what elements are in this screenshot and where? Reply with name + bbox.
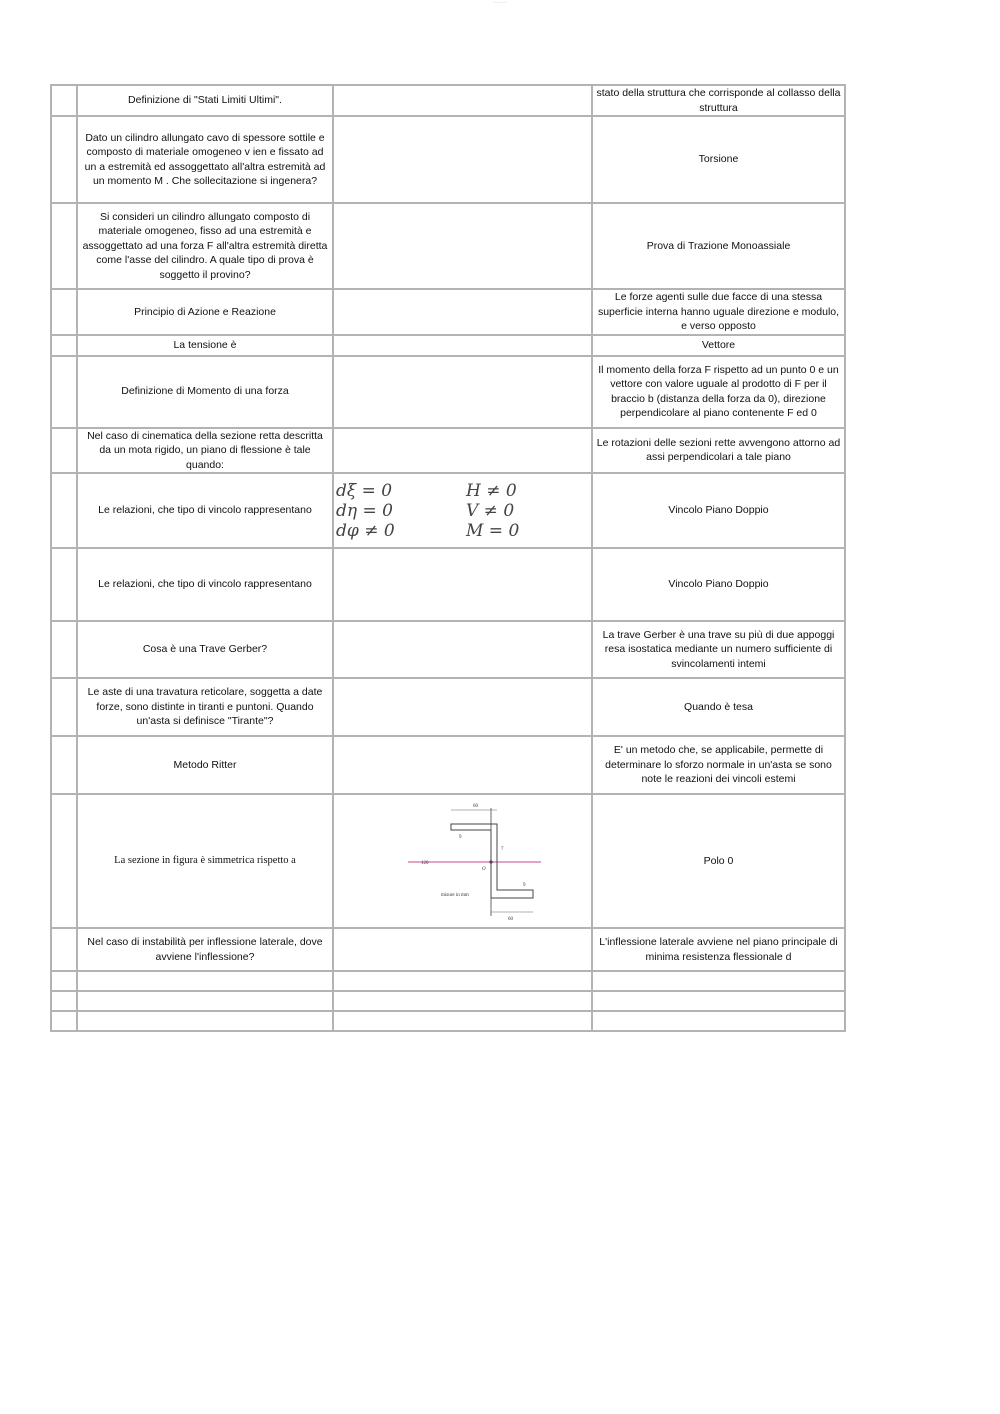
z-section-figure xyxy=(363,798,563,924)
answer-cell: L'inflessione laterale avviene nel piano principale di minima resistenza flessionale d xyxy=(592,928,845,971)
answer-cell: Polo 0 xyxy=(592,794,845,928)
image-cell xyxy=(333,203,592,289)
answer-cell: La trave Gerber è una trave su più di due appoggi resa isostatica mediante un numero sufficiente di svincolamenti intemi xyxy=(592,621,845,678)
row-index-cell xyxy=(51,85,77,116)
table-row xyxy=(51,621,845,678)
figure-cell xyxy=(333,794,592,928)
table-row xyxy=(51,794,845,928)
question-cell: Le relazioni, che tipo di vincolo rappresentano xyxy=(77,548,333,621)
row-index-cell xyxy=(51,473,77,548)
image-cell xyxy=(333,621,592,678)
answer-cell xyxy=(592,1011,845,1031)
image-cell xyxy=(333,289,592,335)
row-index-cell xyxy=(51,991,77,1011)
row-index-cell xyxy=(51,1011,77,1031)
table-row xyxy=(51,473,845,548)
dim-left-label: 120 xyxy=(420,861,428,866)
table-row xyxy=(51,928,845,971)
image-cell xyxy=(333,1011,592,1031)
formula-block xyxy=(336,481,529,541)
table-row xyxy=(51,678,845,736)
row-index-cell xyxy=(51,678,77,736)
question-cell: Cosa è una Trave Gerber? xyxy=(77,621,333,678)
dim-top-label: 60 xyxy=(472,804,478,809)
formula-line: M = 0 xyxy=(466,520,520,541)
question-cell: La tensione è xyxy=(77,335,333,356)
question-cell: Le aste di una travatura reticolare, soggetta a date forze, sono distinte in tiranti e puntoni. Quando un'asta si definisce "Tirante"? xyxy=(77,678,333,736)
table-row xyxy=(51,1011,845,1031)
row-index-cell xyxy=(51,548,77,621)
row-index-cell xyxy=(51,335,77,356)
table-row xyxy=(51,116,845,203)
question-cell: Nel caso di instabilità per inflessione laterale, dove avviene l'inflessione? xyxy=(77,928,333,971)
question-cell: Nel caso di cinematica della sezione retta descritta da un mota rigido, un piano di flessione è tale quando: xyxy=(77,428,333,474)
row-index-cell xyxy=(51,736,77,794)
units-label: misure in mm xyxy=(440,893,469,898)
image-cell xyxy=(333,85,592,116)
table-row xyxy=(51,971,845,991)
image-cell xyxy=(333,116,592,203)
formula-line: H ≠ 0 xyxy=(466,480,517,501)
formula-line: dξ = 0 xyxy=(336,480,393,501)
qa-table xyxy=(50,84,846,1032)
answer-cell: Vettore xyxy=(592,335,845,356)
question-cell xyxy=(77,971,333,991)
table-row xyxy=(51,85,845,116)
question-cell: Dato un cilindro allungato cavo di spessore sottile e composto di materiale omogeneo v ien e fissato ad un a estremità ed assoggettato all'altra estremità ad un momento M . Che sollecitazione si ingenera? xyxy=(77,116,333,203)
image-cell xyxy=(333,736,592,794)
image-cell xyxy=(333,678,592,736)
question-cell xyxy=(77,1011,333,1031)
answer-cell: Quando è tesa xyxy=(592,678,845,736)
formula-line: dφ ≠ 0 xyxy=(336,520,395,541)
table-row xyxy=(51,203,845,289)
image-cell xyxy=(333,991,592,1011)
row-index-cell xyxy=(51,356,77,428)
table-row xyxy=(51,289,845,335)
table-row xyxy=(51,356,845,428)
row-index-cell xyxy=(51,971,77,991)
image-cell xyxy=(333,356,592,428)
image-cell xyxy=(333,928,592,971)
row-index-cell xyxy=(51,621,77,678)
thickness-label: 9 xyxy=(522,883,525,888)
row-index-cell xyxy=(51,203,77,289)
question-cell: Si consideri un cilindro allungato composto di materiale omogeneo, fisso ad una estremità e assoggettato ad una forza F all'altra estremità diretta come l'asse del cilindro. A quale tipo di prova è soggetto il provino? xyxy=(77,203,333,289)
question-cell: La sezione in figura è simmetrica rispetto a xyxy=(77,794,333,928)
page-header-mark: ·········· xyxy=(493,0,507,5)
answer-cell: Il momento della forza F rispetto ad un punto 0 e un vettore con valore uguale al prodotto di F per il braccio b (distanza della forza da 0), direzione perpendicolare al piano contenente F ed 0 xyxy=(592,356,845,428)
answer-cell xyxy=(592,991,845,1011)
dim-bottom-label: 60 xyxy=(507,917,513,922)
row-index-cell xyxy=(51,289,77,335)
table-row xyxy=(51,335,845,356)
table-row xyxy=(51,736,845,794)
question-cell: Metodo Ritter xyxy=(77,736,333,794)
answer-cell: Torsione xyxy=(592,116,845,203)
row-index-cell xyxy=(51,794,77,928)
answer-cell: stato della struttura che corrisponde al collasso della struttura xyxy=(592,85,845,116)
image-cell xyxy=(333,548,592,621)
origin-point xyxy=(489,860,492,863)
formula-line: dη = 0 xyxy=(336,500,393,521)
question-cell: Definizione di "Stati Limiti Ultimi". xyxy=(77,85,333,116)
answer-cell: Le forze agenti sulle due facce di una stessa superficie interna hanno uguale direzione e modulo, e verso opposto xyxy=(592,289,845,335)
formula-cell xyxy=(333,473,592,548)
thickness-label: 7 xyxy=(500,847,503,852)
formula-line: V ≠ 0 xyxy=(466,500,515,521)
question-cell: Principio di Azione e Reazione xyxy=(77,289,333,335)
question-cell xyxy=(77,991,333,1011)
table-row xyxy=(51,548,845,621)
answer-cell: Vincolo Piano Doppio xyxy=(592,473,845,548)
answer-cell xyxy=(592,971,845,991)
answer-cell: E' un metodo che, se applicabile, permette di determinare lo sforzo normale in un'asta se sono note le reazioni dei vincoli estemi xyxy=(592,736,845,794)
answer-cell: Le rotazioni delle sezioni rette avvengono attorno ad assi perpendicolari a tale piano xyxy=(592,428,845,474)
row-index-cell xyxy=(51,428,77,474)
image-cell xyxy=(333,971,592,991)
table-row xyxy=(51,991,845,1011)
row-index-cell xyxy=(51,116,77,203)
image-cell xyxy=(333,428,592,474)
origin-label: O xyxy=(481,867,486,872)
row-index-cell xyxy=(51,928,77,971)
question-cell: Definizione di Momento di una forza xyxy=(77,356,333,428)
image-cell xyxy=(333,335,592,356)
answer-cell: Vincolo Piano Doppio xyxy=(592,548,845,621)
table-row xyxy=(51,428,845,474)
answer-cell: Prova di Trazione Monoassiale xyxy=(592,203,845,289)
thickness-label: 9 xyxy=(458,835,461,840)
question-cell: Le relazioni, che tipo di vincolo rappresentano xyxy=(77,473,333,548)
